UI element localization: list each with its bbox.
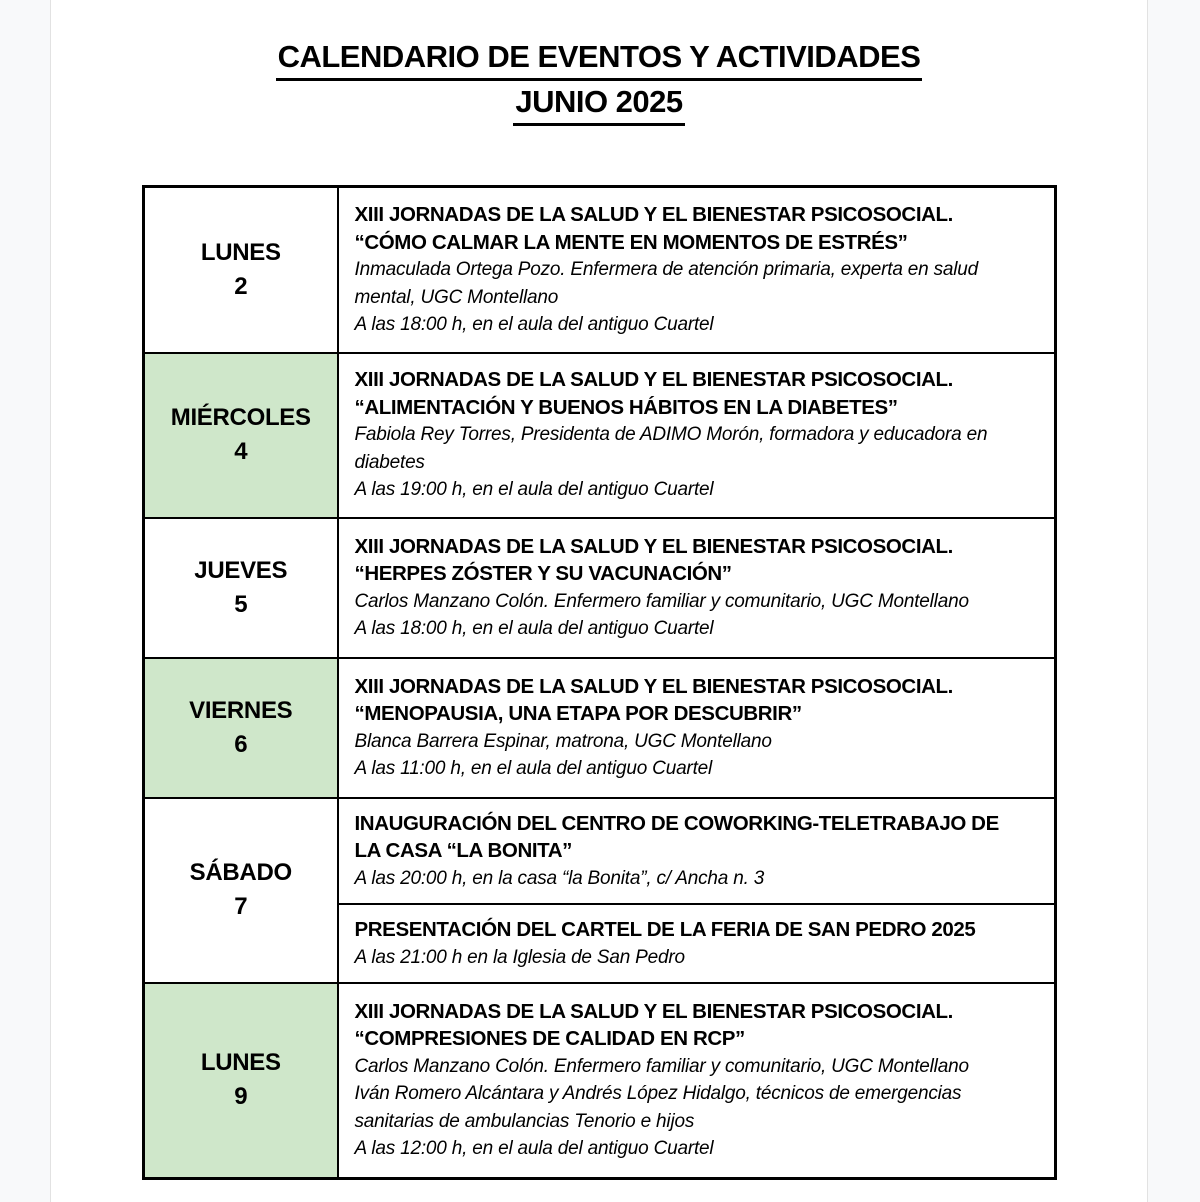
event-title-line: “HERPES ZÓSTER Y SU VACUNACIÓN”: [354, 562, 732, 585]
day-number: 7: [234, 893, 248, 921]
day-name: LUNES: [200, 238, 281, 266]
document-title: [51, 36, 1147, 126]
event-cell: [338, 983, 1056, 1178]
day-name: MIÉRCOLES: [170, 404, 311, 431]
event-cell: [338, 904, 1056, 983]
event-detail-line: A las 12:00 h, en el aula del antiguo Cuartel: [354, 1138, 714, 1160]
day-number: 6: [234, 730, 248, 758]
event-detail-line: A las 11:00 h, en el aula del antiguo Cuartel: [354, 758, 713, 779]
event-detail-line: Carlos Manzano Colón. Enfermero familiar y comunitario, UGC Montellano: [354, 1055, 969, 1077]
event-cell: [338, 798, 1056, 905]
day-name: LUNES: [200, 1049, 281, 1077]
event-detail-line: A las 19:00 h, en el aula del antiguo Cuartel: [354, 479, 714, 501]
table-row-lunes-9: [144, 983, 1056, 1178]
document-page: [50, 0, 1148, 1202]
table-row-lunes-2: [144, 187, 1056, 353]
event-title-line: INAUGURACIÓN DEL CENTRO DE COWORKING-TELETRABAJO DE: [354, 811, 999, 835]
event-detail-line: A las 21:00 h en la Iglesia de San Pedro: [354, 946, 685, 968]
event-title-line: XIII JORNADAS DE LA SALUD Y EL BIENESTAR PSICOSOCIAL.: [354, 203, 953, 226]
event-cell: [338, 518, 1056, 658]
event-cell: [338, 187, 1056, 353]
title-line-2-text: JUNIO 2025: [513, 81, 684, 126]
event-detail-line: A las 18:00 h, en el aula del antiguo Cuartel: [354, 618, 714, 639]
event-detail-line: A las 18:00 h, en el aula del antiguo Cuartel: [354, 314, 714, 335]
table-row-miercoles-4: [144, 353, 1056, 518]
event-detail-line: Inmaculada Ortega Pozo. Enfermera de atención primaria, experta en salud mental, UGC Montellano: [354, 259, 979, 308]
day-name: SÁBADO: [189, 859, 292, 887]
event-title-line: XIII JORNADAS DE LA SALUD Y EL BIENESTAR PSICOSOCIAL.: [354, 674, 953, 698]
event-title-line: PRESENTACIÓN DEL CARTEL DE LA FERIA DE SAN PEDRO 2025: [354, 918, 976, 941]
day-cell: [144, 983, 338, 1178]
day-cell: [144, 518, 338, 658]
event-cell: [338, 658, 1056, 798]
title-line-1: [51, 36, 1147, 81]
event-title-line: XIII JORNADAS DE LA SALUD Y EL BIENESTAR PSICOSOCIAL.: [354, 999, 953, 1023]
event-title-line: XIII JORNADAS DE LA SALUD Y EL BIENESTAR PSICOSOCIAL.: [354, 368, 953, 392]
day-name: VIERNES: [189, 696, 293, 724]
day-cell: [144, 658, 338, 798]
event-title-line: “CÓMO CALMAR LA MENTE EN MOMENTOS DE ESTRÉS”: [354, 230, 908, 254]
day-number: 9: [234, 1083, 248, 1111]
event-title-line: “MENOPAUSIA, UNA ETAPA POR DESCUBRIR”: [354, 702, 802, 725]
event-title-line: “COMPRESIONES DE CALIDAD EN RCP”: [354, 1027, 745, 1051]
table-row-sabado-7-event-1: [144, 798, 1056, 905]
day-number: 4: [234, 438, 248, 465]
event-title-line: LA CASA “LA BONITA”: [354, 839, 572, 862]
title-line-2: [51, 81, 1147, 126]
title-line-1-text: CALENDARIO DE EVENTOS Y ACTIVIDADES: [276, 36, 923, 81]
event-detail-line: Iván Romero Alcántara y Andrés López Hidalgo, técnicos de emergencias sanitarias de ambulancias Tenorio e hijos: [354, 1083, 962, 1132]
event-title-line: XIII JORNADAS DE LA SALUD Y EL BIENESTAR PSICOSOCIAL.: [354, 534, 953, 558]
day-cell: [144, 353, 338, 518]
event-title-line: “ALIMENTACIÓN Y BUENOS HÁBITOS EN LA DIABETES”: [354, 395, 898, 419]
event-detail-line: A las 20:00 h, en la casa “la Bonita”, c/ Ancha n. 3: [354, 867, 765, 889]
day-cell: [144, 798, 338, 984]
day-cell: [144, 187, 338, 353]
event-detail-line: Carlos Manzano Colón. Enfermero familiar y comunitario, UGC Montellano: [354, 590, 969, 612]
table-row-jueves-5: [144, 518, 1056, 658]
table-row-viernes-6: [144, 658, 1056, 798]
event-detail-line: Blanca Barrera Espinar, matrona, UGC Montellano: [354, 730, 772, 752]
day-number: 2: [234, 272, 248, 300]
day-name: JUEVES: [194, 556, 288, 584]
event-detail-line: Fabiola Rey Torres, Presidenta de ADIMO Morón, formadora y educadora en diabetes: [354, 424, 988, 473]
events-table: [142, 185, 1057, 1180]
day-number: 5: [234, 590, 248, 618]
event-cell: [338, 353, 1056, 518]
